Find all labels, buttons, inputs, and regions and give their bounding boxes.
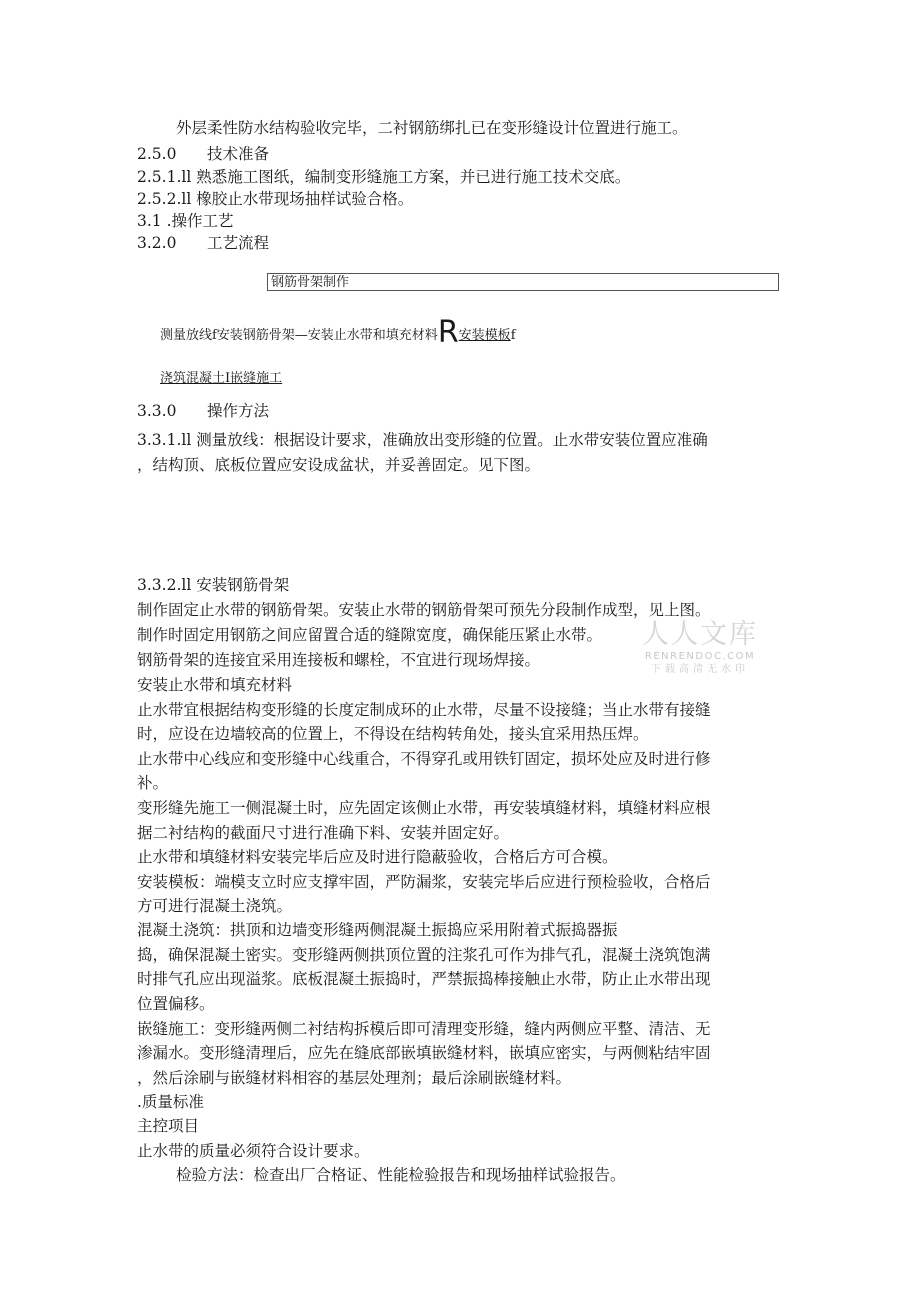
flow-steps-line	[160, 315, 516, 351]
paragraph: 钢筋骨架的连接宜采用连接板和螺栓，不宜进行现场焊接。	[137, 651, 541, 669]
subheading: 主控项目	[137, 1117, 200, 1135]
paragraph: 外层柔性防水结构验收完毕，二衬钢筋绑扎已在变形缝设计位置进行施工。	[176, 119, 688, 137]
section-heading: 3.3.2.ll 安装钢筋骨架	[137, 576, 290, 594]
paragraph: 止水带和填缝材料安装完毕后应及时进行隐蔽验收，合格后方可合模。	[137, 848, 618, 866]
flow-arrow-glyph: f	[510, 328, 516, 343]
paragraph: 止水带宜根据结构变形缝的长度定制成环的止水带，尽量不设接缝；当止水带有接缝	[137, 701, 711, 719]
paragraph: 据二衬结构的截面尺寸进行准确下料、安装并固定好。	[137, 824, 510, 842]
subheading: 安装止水带和填充材料	[137, 676, 293, 694]
paragraph: 嵌缝施工：变形缝两侧二衬结构拆模后即可清理变形缝，缝内两侧应平整、清洁、无	[137, 1020, 711, 1038]
flow-steps-line-2: 浇筑混凝土I嵌缝施工	[160, 371, 283, 386]
paragraph: 2.5.1.ll 熟悉施工图纸，编制变形缝施工方案，并已进行施工技术交底。	[137, 168, 631, 186]
section-heading: .质量标准	[137, 1093, 204, 1111]
section-title: 操作方法	[207, 402, 270, 420]
paragraph: 制作时固定用钢筋之间应留置合适的缝隙宽度，确保能压紧止水带。	[137, 626, 603, 644]
section-heading: 3.1 .操作工艺	[137, 212, 234, 230]
section-title: 技术准备	[207, 145, 270, 163]
paragraph: 位置偏移。	[137, 995, 215, 1013]
watermark-subtitle: 下载高清无水印	[651, 664, 749, 675]
paragraph: 方可进行混凝土浇筑。	[137, 897, 293, 915]
section-number: 2.5.0	[137, 145, 177, 163]
flow-step-formwork: 安装模板	[458, 328, 511, 343]
watermark-url: RENRENDOC.COM	[644, 651, 756, 662]
flow-glyph: R	[437, 315, 459, 350]
watermark	[620, 620, 780, 682]
paragraph: 渗漏水。变形缝清理后，应先在缝底部嵌填嵌缝材料，嵌填应密实，与两侧粘结牢固	[137, 1044, 711, 1062]
paragraph: 补。	[137, 774, 169, 792]
paragraph: 混凝土浇筑：拱顶和边墙变形缝两侧混凝土振捣应采用附着式振捣器振	[137, 921, 618, 939]
paragraph: 时，应设在边墙较高的位置上，不得设在结构转角处，接头宜采用热压焊。	[137, 725, 649, 743]
section-heading	[137, 233, 269, 253]
paragraph: ，结构顶、底板位置应安设成盆状，并妥善固定。见下图。	[137, 456, 541, 474]
section-title: 工艺流程	[207, 234, 270, 252]
watermark-title: 人人文库	[642, 619, 758, 650]
paragraph: 止水带中心线应和变形缝中心线重合，不得穿孔或用铁钉固定，损坏处应及时进行修	[137, 750, 711, 768]
section-heading	[137, 401, 269, 421]
section-number: 3.2.0	[137, 234, 177, 252]
paragraph: 3.3.1.ll 测量放线：根据设计要求，准确放出变形缝的位置。止水带安装位置应准确	[137, 431, 708, 449]
flow-steps-text: 测量放线f安装钢筋骨架—安装止水带和填充材料	[160, 328, 438, 343]
section-heading	[137, 144, 269, 164]
paragraph: 安装模板：端模支立时应支撑牢固，严防漏浆，安装完毕后应进行预检验收，合格后	[137, 873, 711, 891]
paragraph: 制作固定止水带的钢筋骨架。安装止水带的钢筋骨架可预先分段制作成型，见上图。	[137, 601, 711, 619]
paragraph: 时排气孔应出现溢浆。底板混凝土振捣时，严禁振捣棒接触止水带，防止止水带出现	[137, 970, 711, 988]
paragraph: 止水带的质量必须符合设计要求。	[137, 1142, 370, 1160]
flow-step-box: 钢筋骨架制作	[267, 273, 779, 291]
paragraph: 检验方法：检查出厂合格证、性能检验报告和现场抽样试验报告。	[176, 1166, 626, 1184]
paragraph: 2.5.2.ll 橡胶止水带现场抽样试验合格。	[137, 190, 414, 208]
paragraph: ，然后涂刷与嵌缝材料相容的基层处理剂；最后涂刷嵌缝材料。	[137, 1069, 572, 1087]
section-number: 3.3.0	[137, 402, 177, 420]
paragraph: 捣，确保混凝土密实。变形缝两侧拱顶位置的注浆孔可作为排气孔，混凝土浇筑饱满	[137, 946, 711, 964]
paragraph: 变形缝先施工一侧混凝土时，应先固定该侧止水带，再安装填缝材料，填缝材料应根	[137, 799, 711, 817]
